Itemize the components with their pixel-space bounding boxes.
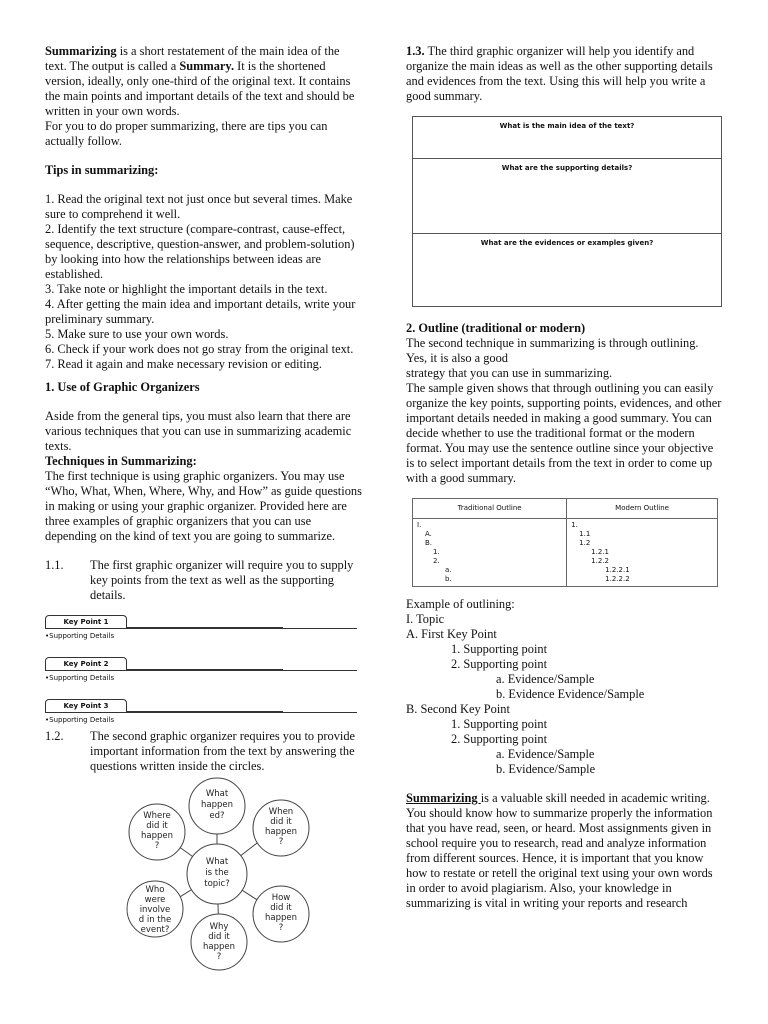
example-line: I. Topic <box>406 612 445 626</box>
item-1-2 <box>45 729 363 774</box>
left-column <box>45 44 363 976</box>
circle-top-left-text-1: did it <box>146 821 168 831</box>
circle-top-right-text-0: When <box>268 807 294 817</box>
circle-bottom-text-1: did it <box>208 932 230 942</box>
circle-bottom-left-text-3: d in the <box>138 915 172 925</box>
outline-example <box>406 597 722 777</box>
organizer-row-main-idea: What is the main idea of the text? <box>499 122 635 130</box>
section1-heading: 1. Use of Graphic Organizers <box>45 380 200 394</box>
closing-term: Summarizing <box>406 791 481 805</box>
circle-bottom-right-text-3: ? <box>278 923 284 933</box>
tip-item: 4. After getting the main idea and important details, write your preliminary summary. <box>45 297 356 326</box>
intro-text-1: is a short restatement of the main idea of the text. The output is called a <box>45 44 340 73</box>
example-line: a. Evidence/Sample <box>496 672 595 686</box>
intro-text-2: It is the shortened version, ideally, only one-third of the original text. It contains the main points and important details of the text and should be written in your own words. <box>45 59 355 118</box>
outline-item: 1.2.2.1 <box>605 566 630 574</box>
outline-text: The second technique in summarizing is through outlining. Yes, it is also a good <box>406 336 699 365</box>
term-summary: Summary. <box>179 59 235 73</box>
traditional-outline-cell <box>413 519 567 587</box>
circle-bottom-left-text-2: involve <box>139 905 171 915</box>
outline-item: 1.2.1 <box>591 548 609 556</box>
outline-item: 1.2.2.2 <box>605 575 630 583</box>
key-point-label: Key Point 1 <box>45 615 127 628</box>
example-line: 2. Supporting point <box>451 657 548 671</box>
circle-center-text-1: is the <box>205 868 229 878</box>
circle-bottom-left-text-1: were <box>144 895 166 905</box>
outline-table-header: Modern Outline <box>567 499 718 519</box>
section2-heading: 2. Outline (traditional or modern) <box>406 321 586 335</box>
tip-item: 1. Read the original text not just once but several times. Make sure to comprehend it well. <box>45 192 353 221</box>
supporting-details-label: •Supporting Details <box>45 716 115 724</box>
outline-item: 2. <box>433 557 440 565</box>
organizer-row-supporting-details: What are the supporting details? <box>413 158 721 233</box>
right-column <box>406 44 722 911</box>
closing-paragraph <box>406 791 722 911</box>
item-1-3-number: 1.3. <box>406 44 425 58</box>
item-1-1 <box>45 558 363 603</box>
techniques-paragraph: The first technique is using graphic organizers. You may use “Who, What, When, Where, Why, and How” as guide questions in making or using your graphic organizer. Provided here are three examples of graphic organizers that you can use depending on the kind of text you are going to summarize. <box>45 469 362 543</box>
outline-item: A. <box>425 530 432 538</box>
outline-item: 1.2.2 <box>591 557 609 565</box>
tip-item: 7. Read it again and make necessary revision or editing. <box>45 357 322 371</box>
circle-top-text-1: happen <box>200 800 234 810</box>
outline-item: B. <box>425 539 433 547</box>
item-1-1-number: 1.1. <box>45 558 64 572</box>
circle-top-left-text-0: Where <box>143 811 171 821</box>
modern-outline-cell <box>567 519 718 587</box>
tip-item: 2. Identify the text structure (compare-contrast, cause-effect, sequence, descriptive, question-answer, and problem-solution) by looking into how the relationships between ideas are established. <box>45 222 355 281</box>
item-1-3-paragraph <box>406 44 722 104</box>
circle-top-right-text-3: ? <box>278 837 284 847</box>
circle-bottom-left-text-4: event? <box>140 925 170 935</box>
closing-text: is a valuable skill needed in academic writing. You should know how to summarize properly the information that you have read, seen, or heard. Most assignments given in school require you to research, read and analyze information from different sources. Hence, it is important that you know how to restate or retell the original text using your own words in order to avoid plagiarism. Also, your knowledge in summarizing is vital in writing your reports and research <box>406 791 713 910</box>
example-line: 1. Supporting point <box>451 642 548 656</box>
circle-center-text-2: topic? <box>204 879 230 889</box>
circle-top-right-text-1: did it <box>270 817 292 827</box>
circle-top-left-text-2: happen <box>140 831 174 841</box>
circle-bottom-right-text-0: How <box>271 893 291 903</box>
supporting-details-label: •Supporting Details <box>45 674 115 682</box>
outline-text: strategy that you can use in summarizing. <box>406 366 613 380</box>
outline-item: I. <box>417 521 422 529</box>
circle-bottom-text-3: ? <box>216 952 222 962</box>
outline-text: The sample given shows that through outlining you can easily organize the key points, supporting points, evidences, and other important details needed in making a good summary. You can decide whether to use the traditional format or the modern format. You may use the sentence outline since your objective is to select important details from the text in order to come up with a good summary. <box>406 381 722 485</box>
example-line: 1. Supporting point <box>451 717 548 731</box>
example-line: a. Evidence/Sample <box>496 747 595 761</box>
techniques-heading: Techniques in Summarizing: <box>45 454 197 468</box>
outline-item: b. <box>445 575 452 583</box>
circle-organizer-diagram <box>119 776 319 972</box>
circle-top-right-text-2: happen <box>264 827 298 837</box>
circle-top-text-0: What <box>205 789 229 799</box>
outline-table-header: Traditional Outline <box>413 499 567 519</box>
outline-item: a. <box>445 566 452 574</box>
circle-bottom-right-text-2: happen <box>264 913 298 923</box>
intro-paragraph <box>45 44 363 119</box>
circle-top-left-text-3: ? <box>154 841 160 851</box>
example-line: A. First Key Point <box>406 627 497 641</box>
tip-item: 3. Take note or highlight the important details in the text. <box>45 282 328 296</box>
item-1-1-text: The first graphic organizer will require you to supply key points from the text as well as the supporting details. <box>90 558 354 602</box>
term-summarizing: Summarizing <box>45 44 117 58</box>
item-1-2-text: The second graphic organizer requires you to provide important information from the text by answering the questions written inside the circles. <box>90 729 356 773</box>
circle-center-text-0: What <box>205 857 229 867</box>
tip-item: 5. Make sure to use your own words. <box>45 327 229 341</box>
circle-bottom-right-text-1: did it <box>270 903 292 913</box>
intro-paragraph-2: For you to do proper summarizing, there are tips you can actually follow. <box>45 119 328 148</box>
example-line: b. Evidence Evidence/Sample <box>496 687 645 701</box>
key-point-box <box>45 615 363 645</box>
organizer-row-evidences: What are the evidences or examples given? <box>413 233 721 306</box>
item-1-3-text: The third graphic organizer will help you identify and organize the main ideas as well as the other supporting details and evidences from the text. Using this will help you write a good summary. <box>406 44 713 103</box>
circle-bottom-text-0: Why <box>209 922 229 932</box>
outline-table <box>412 498 718 587</box>
key-point-box <box>45 699 363 729</box>
outline-item: 1.2 <box>579 539 591 547</box>
example-line: b. Evidence/Sample <box>496 762 596 776</box>
item-1-2-number: 1.2. <box>45 729 64 743</box>
circle-top-text-2: ed? <box>209 811 225 821</box>
supporting-details-label: •Supporting Details <box>45 632 115 640</box>
outline-item: 1. <box>433 548 440 556</box>
example-line: 2. Supporting point <box>451 732 548 746</box>
aside-paragraph: Aside from the general tips, you must also learn that there are various techniques that you can use in summarizing academic texts. <box>45 409 352 453</box>
tips-heading: Tips in summarizing: <box>45 163 159 177</box>
circle-bottom-text-2: happen <box>202 942 236 952</box>
tip-item: 6. Check if your work does not go stray from the original text. <box>45 342 354 356</box>
key-point-label: Key Point 3 <box>45 699 127 712</box>
graphic-organizer-table <box>412 116 722 307</box>
key-point-box <box>45 657 363 687</box>
circle-bottom-left-text-0: Who <box>145 885 165 895</box>
outline-item: 1. <box>571 521 578 529</box>
outline-item: 1.1 <box>579 530 591 538</box>
example-line: B. Second Key Point <box>406 702 510 716</box>
example-line: Example of outlining: <box>406 597 515 611</box>
key-point-label: Key Point 2 <box>45 657 127 670</box>
